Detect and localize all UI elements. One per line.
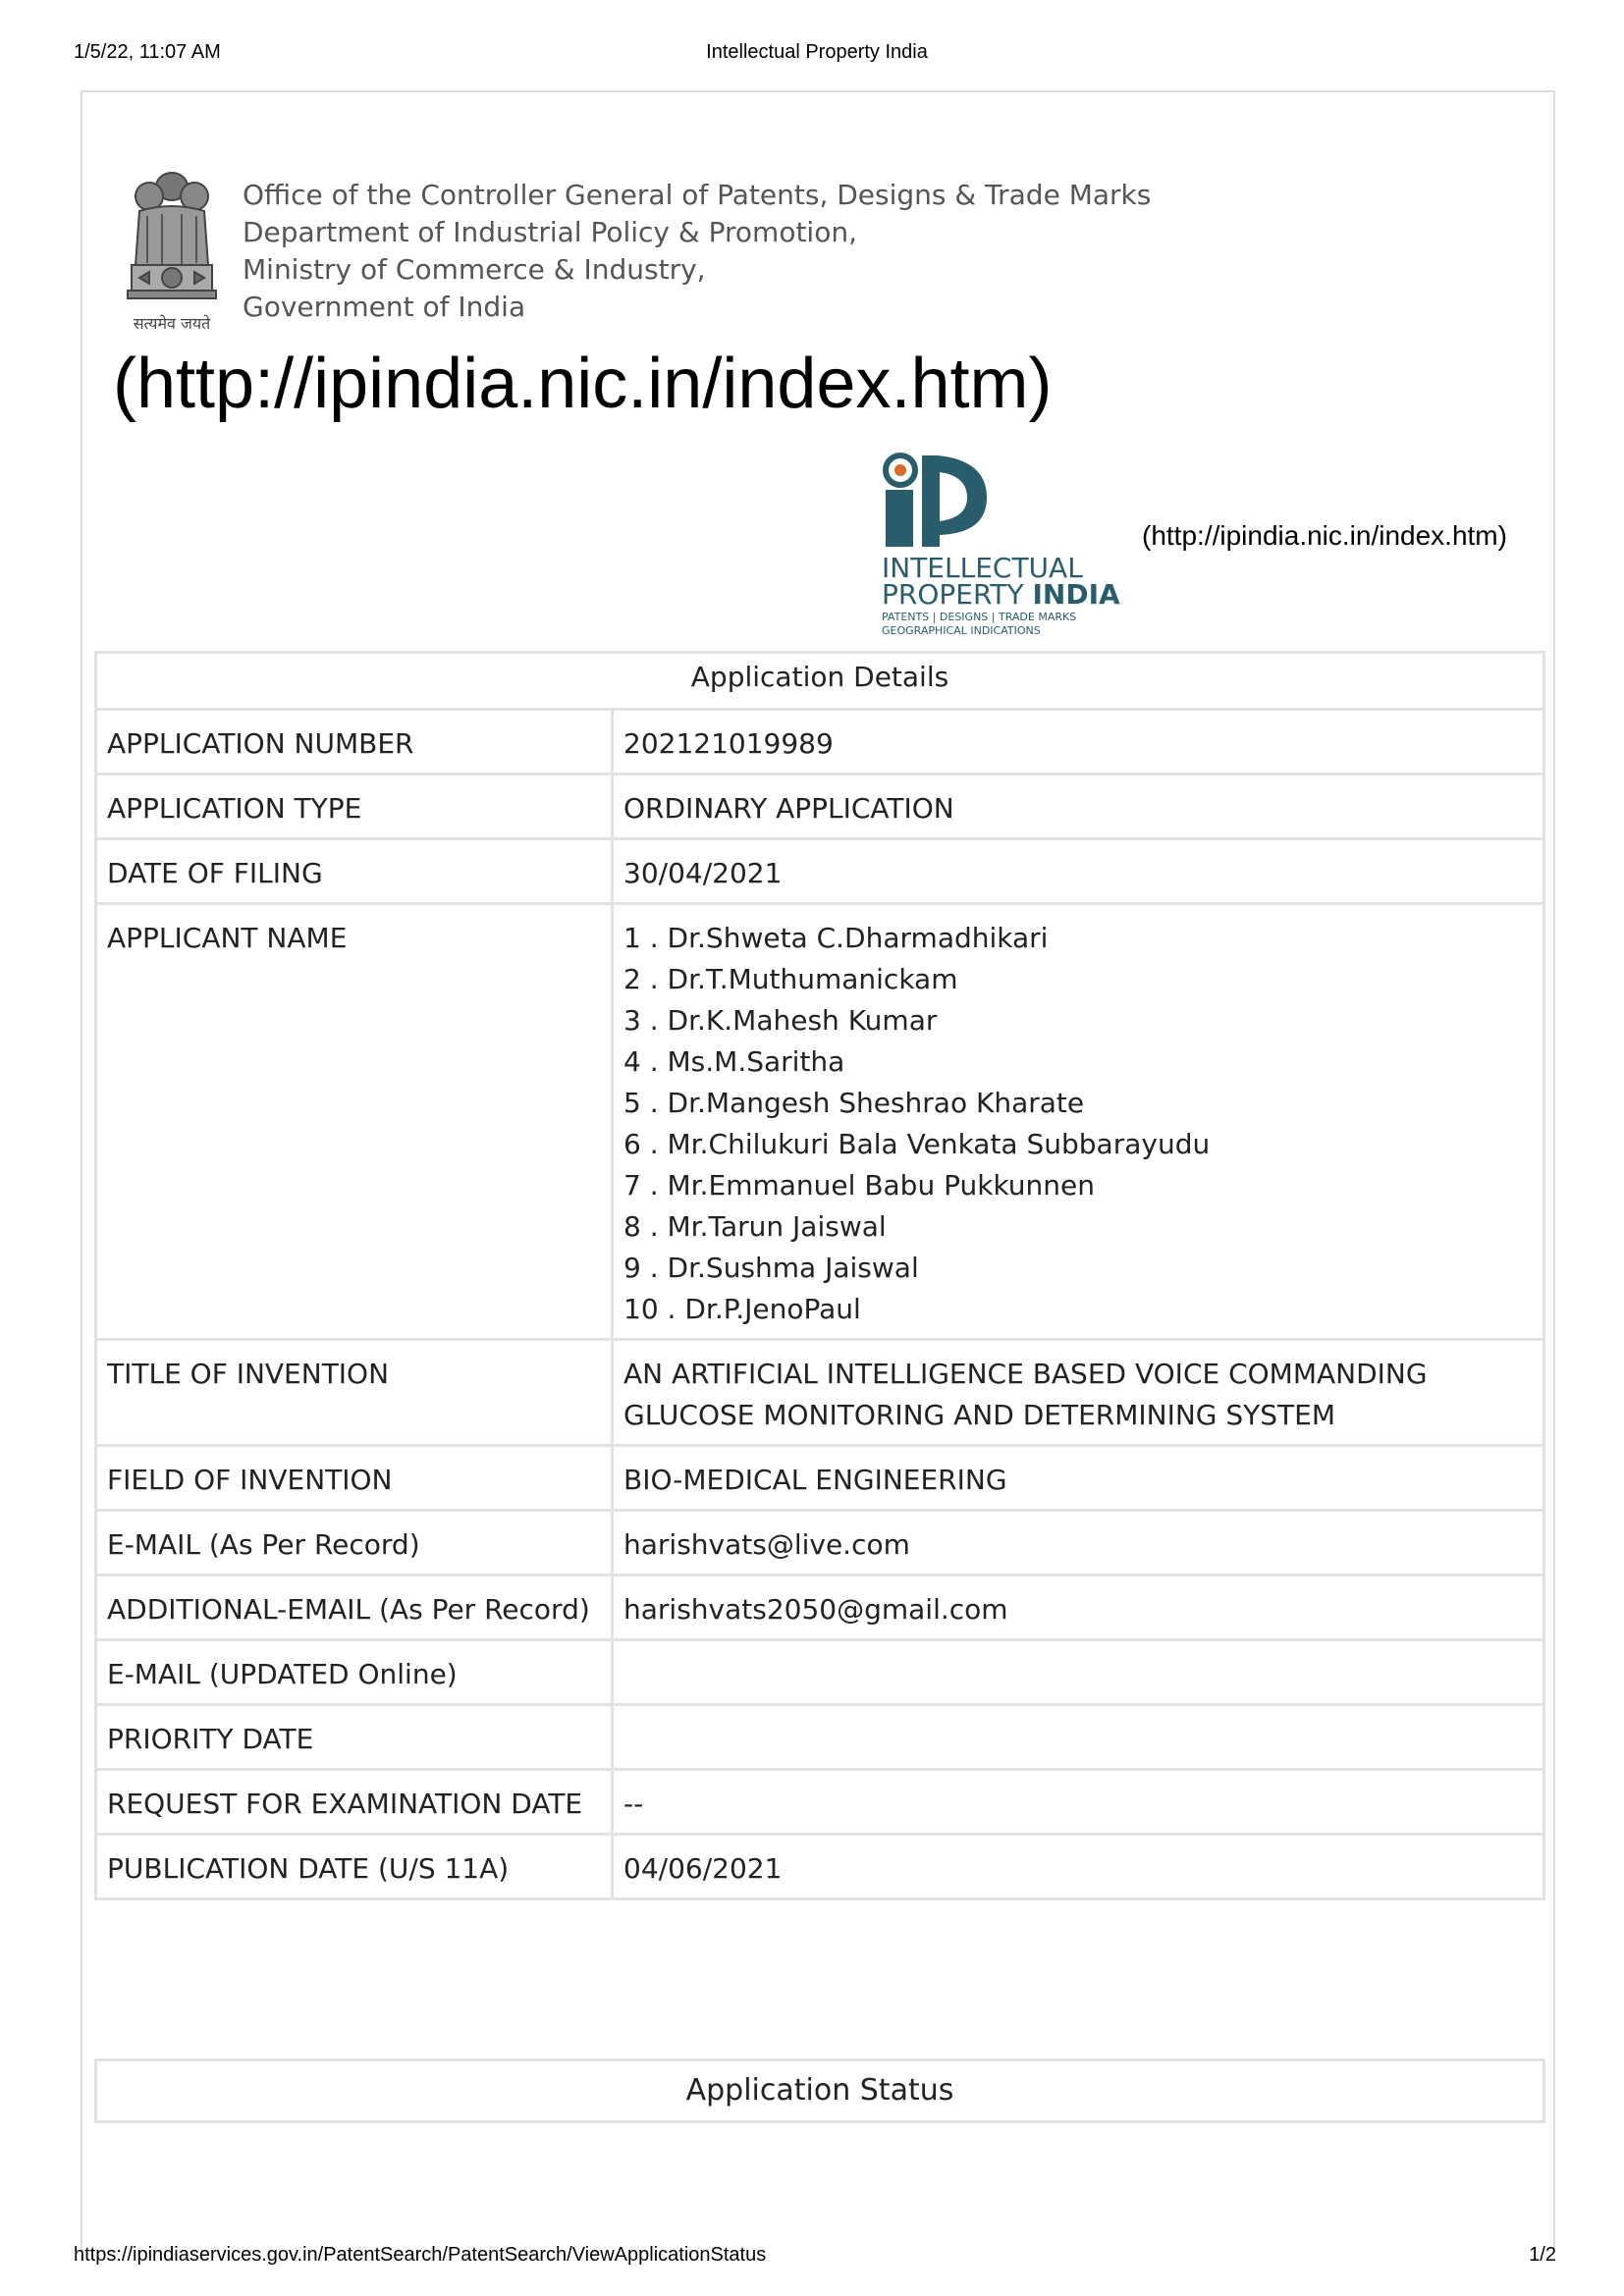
list-item: 10 . Dr.P.JenoPaul — [623, 1293, 861, 1325]
print-header — [74, 39, 1556, 69]
ip-india-logo-link[interactable]: (http://ipindia.nic.in/index.htm) — [1142, 520, 1507, 551]
field-label: APPLICATION TYPE — [96, 774, 613, 839]
field-label: ADDITIONAL-EMAIL (As Per Record) — [96, 1575, 613, 1640]
list-item: 2 . Dr.T.Muthumanickam — [623, 963, 958, 995]
svg-text:PROPERTY INDIA — [882, 578, 1120, 611]
logo-line2a: PROPERTY — [882, 578, 1033, 611]
office-line: Government of India — [243, 291, 526, 323]
table-row — [96, 774, 1544, 839]
field-label: E-MAIL (UPDATED Online) — [96, 1640, 613, 1705]
list-item: 6 . Mr.Chilukuri Bala Venkata Subbarayudu — [623, 1128, 1211, 1160]
field-label: FIELD OF INVENTION — [96, 1446, 613, 1511]
field-value: harishvats@live.com — [613, 1511, 1544, 1575]
emblem-caption: सत्यमेव जयते — [133, 314, 211, 333]
list-item: 1 . Dr.Shweta C.Dharmadhikari — [623, 922, 1049, 954]
print-timestamp: 1/5/22, 11:07 AM — [74, 41, 221, 63]
field-label: APPLICATION NUMBER — [96, 710, 613, 774]
application-details-heading: Application Details — [96, 653, 1544, 710]
page-number: 1/2 — [1529, 2244, 1556, 2266]
office-line: Department of Industrial Policy & Promotion, — [243, 216, 857, 248]
table-row — [96, 1770, 1544, 1835]
ipindia-home-link[interactable]: (http://ipindia.nic.in/index.htm) — [113, 345, 1053, 423]
field-value: 04/06/2021 — [613, 1835, 1544, 1899]
application-status-heading: Application Status — [94, 2058, 1545, 2123]
field-value: harishvats2050@gmail.com — [613, 1575, 1544, 1640]
field-label: TITLE OF INVENTION — [96, 1340, 613, 1446]
table-row — [96, 1835, 1544, 1899]
emblem-icon — [118, 157, 226, 344]
field-value: ORDINARY APPLICATION — [613, 774, 1544, 839]
field-value: 202121019989 — [613, 710, 1544, 774]
field-value — [613, 1705, 1544, 1770]
field-label: APPLICANT NAME — [96, 904, 613, 1340]
field-label: DATE OF FILING — [96, 839, 613, 904]
table-row — [96, 1575, 1544, 1640]
table-row — [96, 1446, 1544, 1511]
list-item: 5 . Dr.Mangesh Sheshrao Kharate — [623, 1087, 1085, 1119]
table-row — [96, 839, 1544, 904]
print-footer — [74, 2244, 1556, 2273]
list-item: 4 . Ms.M.Saritha — [623, 1045, 845, 1078]
field-label: REQUEST FOR EXAMINATION DATE — [96, 1770, 613, 1835]
list-item: 7 . Mr.Emmanuel Babu Pukkunnen — [623, 1169, 1096, 1201]
table-row — [96, 904, 1544, 1340]
table-row — [96, 1340, 1544, 1446]
invention-title: AN ARTIFICIAL INTELLIGENCE BASED VOICE COMMANDING GLUCOSE MONITORING AND DETERMINING SYSTEM — [613, 1340, 1544, 1446]
field-label: PRIORITY DATE — [96, 1705, 613, 1770]
applicant-list — [613, 904, 1544, 1340]
logo-line3: PATENTS | DESIGNS | TRADE MARKS — [882, 611, 1077, 623]
list-item: 8 . Mr.Tarun Jaiswal — [623, 1210, 887, 1243]
ip-india-logo-icon — [879, 447, 1144, 638]
print-url: https://ipindiaservices.gov.in/PatentSearch/PatentSearch/ViewApplicationStatus — [74, 2244, 767, 2266]
field-value — [613, 1640, 1544, 1705]
application-details-table — [94, 651, 1545, 1900]
field-label: PUBLICATION DATE (U/S 11A) — [96, 1835, 613, 1899]
field-value: 30/04/2021 — [613, 839, 1544, 904]
list-item: 9 . Dr.Sushma Jaiswal — [623, 1252, 919, 1284]
field-value: -- — [613, 1770, 1544, 1835]
print-page-title: Intellectual Property India — [706, 41, 928, 63]
office-line: Office of the Controller General of Patents, Designs & Trade Marks — [243, 179, 1152, 211]
office-line: Ministry of Commerce & Industry, — [243, 253, 706, 286]
field-value: BIO-MEDICAL ENGINEERING — [613, 1446, 1544, 1511]
logo-line4: GEOGRAPHICAL INDICATIONS — [882, 624, 1041, 637]
table-row — [96, 1705, 1544, 1770]
table-row — [96, 1511, 1544, 1575]
table-row — [96, 710, 1544, 774]
logo-line1: INTELLECTUAL — [882, 552, 1083, 584]
logo-line2b: INDIA — [1032, 578, 1120, 611]
office-address — [243, 177, 1151, 326]
list-item: 3 . Dr.K.Mahesh Kumar — [623, 1004, 938, 1037]
field-label: E-MAIL (As Per Record) — [96, 1511, 613, 1575]
table-row — [96, 1640, 1544, 1705]
